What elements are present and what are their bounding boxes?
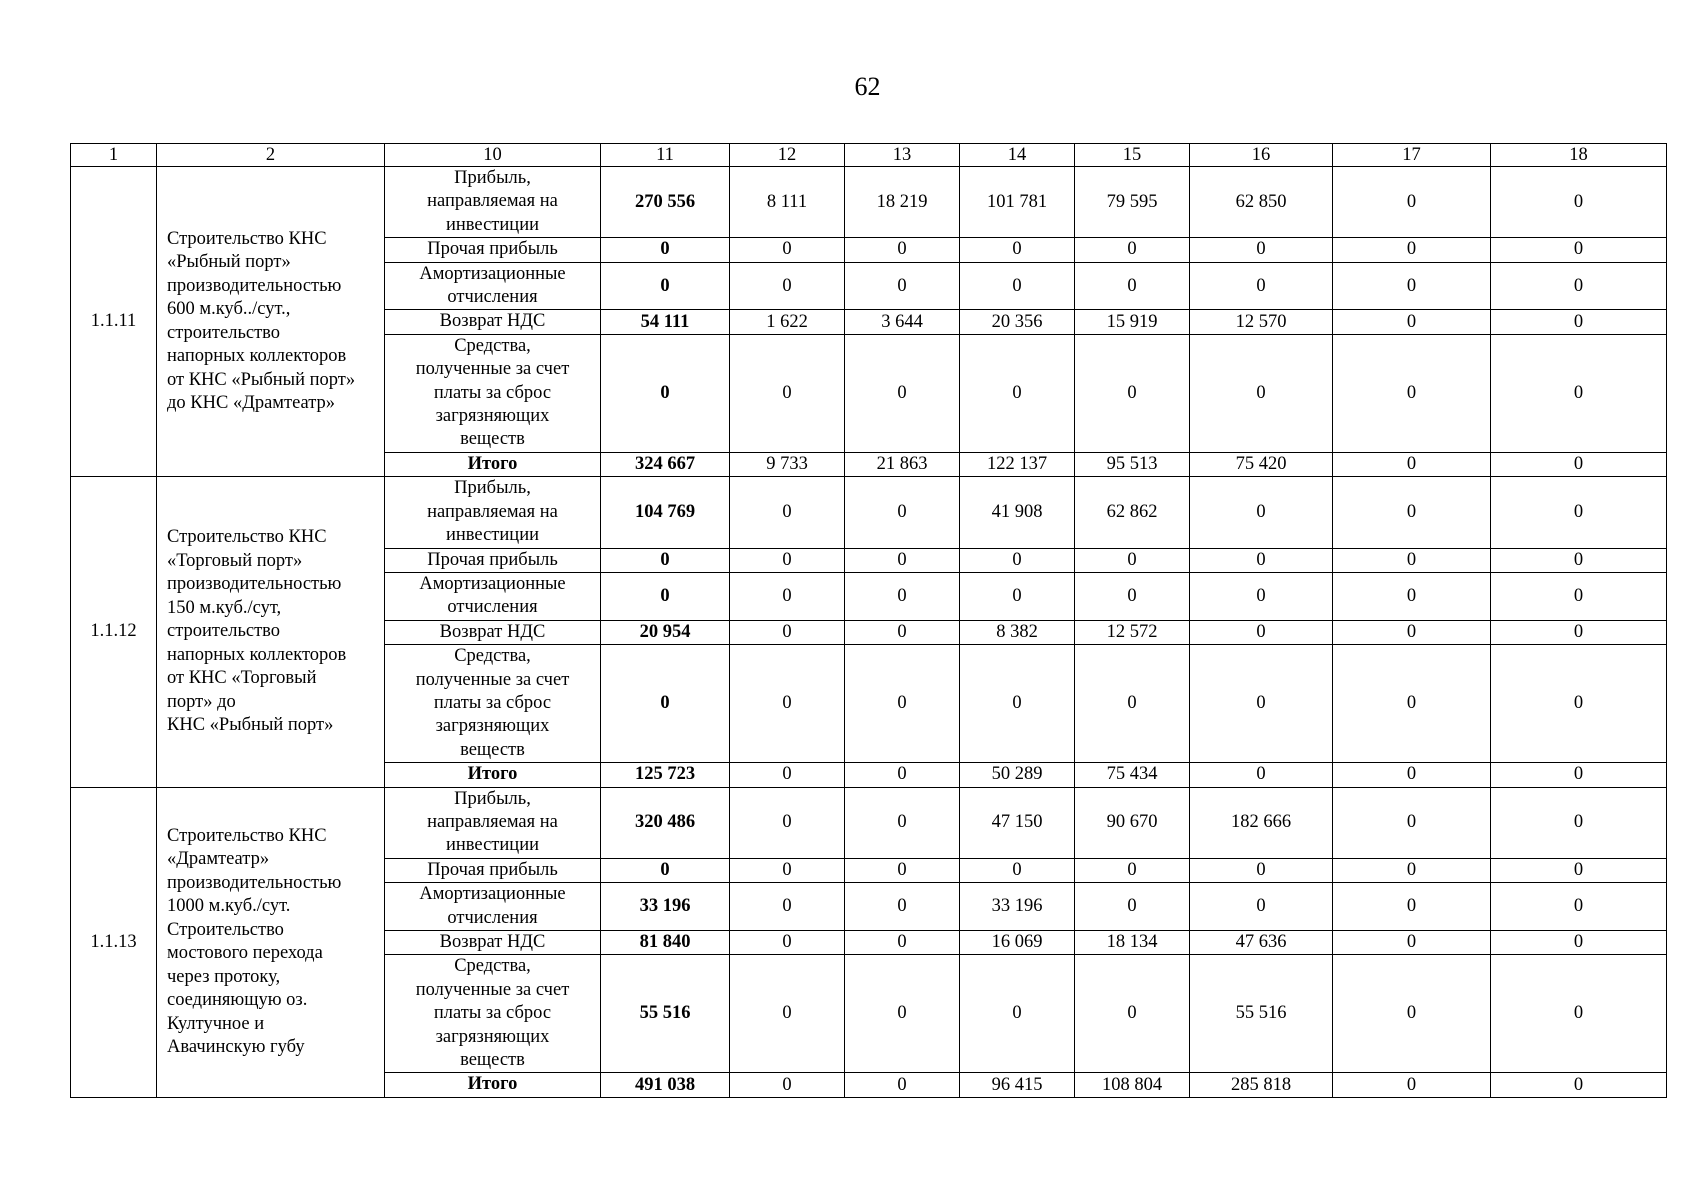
total-value-cell: 33 196	[601, 883, 730, 931]
value-cell: 18 134	[1075, 931, 1190, 955]
value-cell: 0	[960, 572, 1075, 620]
value-cell: 0	[1333, 262, 1491, 310]
value-cell: 0	[1333, 477, 1491, 548]
column-header: 18	[1491, 144, 1667, 167]
funding-source-line: Прочая прибыль	[427, 549, 558, 570]
project-code: 1.1.13	[71, 787, 157, 1097]
project-name-line: 1000 м.куб./сут.	[167, 896, 291, 917]
funding-source-line: платы за сброс	[433, 382, 552, 403]
project-name	[157, 167, 385, 477]
funding-source-line: Итого	[467, 453, 518, 474]
value-cell: 3 644	[845, 310, 960, 334]
value-cell: 0	[1333, 931, 1491, 955]
project-name-line: порт» до	[167, 691, 236, 712]
value-cell: 182 666	[1190, 787, 1333, 858]
funding-source-line: Амортизационные	[419, 263, 566, 284]
value-cell: 0	[1333, 955, 1491, 1073]
value-cell: 0	[1190, 858, 1333, 882]
value-cell: 0	[1190, 883, 1333, 931]
value-cell: 0	[845, 955, 960, 1073]
value-cell: 0	[1491, 310, 1667, 334]
funding-source-line: полученные за счет	[415, 979, 570, 1000]
project-name-line: соединяющую оз.	[167, 990, 308, 1011]
funding-source	[385, 620, 601, 644]
project-name-line: напорных коллекторов	[167, 346, 347, 367]
column-header: 15	[1075, 144, 1190, 167]
value-cell: 47 150	[960, 787, 1075, 858]
total-value-cell: 0	[601, 572, 730, 620]
project-name-line: КНС «Рыбный порт»	[167, 715, 334, 736]
value-cell: 0	[1075, 262, 1190, 310]
value-cell: 0	[1491, 955, 1667, 1073]
funding-source-line: инвестиции	[446, 525, 539, 546]
value-cell: 0	[730, 931, 845, 955]
value-cell: 0	[1075, 548, 1190, 572]
funding-source	[385, 572, 601, 620]
funding-source-line: отчисления	[447, 287, 538, 308]
funding-source-line: полученные за счет	[415, 669, 570, 690]
value-cell: 0	[845, 787, 960, 858]
funding-source-line: Возврат НДС	[439, 932, 546, 952]
value-cell: 0	[1333, 310, 1491, 334]
value-cell: 95 513	[1075, 452, 1190, 476]
value-cell: 75 434	[1075, 763, 1190, 787]
value-cell: 0	[1491, 334, 1667, 452]
value-cell: 0	[1190, 477, 1333, 548]
column-header: 1	[71, 144, 157, 167]
value-cell: 0	[845, 858, 960, 882]
funding-source-line: платы за сброс	[433, 1003, 552, 1024]
funding-source-line: Возврат НДС	[439, 621, 546, 642]
value-cell: 0	[1333, 883, 1491, 931]
table-row	[71, 167, 1667, 238]
funding-source-line: загрязняющих	[435, 406, 550, 427]
value-cell: 0	[1491, 452, 1667, 476]
value-cell: 0	[1075, 883, 1190, 931]
project-name-line: производительностью	[167, 275, 342, 296]
value-cell: 0	[1491, 238, 1667, 262]
total-value-cell: 81 840	[601, 931, 730, 955]
value-cell: 8 111	[730, 167, 845, 238]
value-cell: 9 733	[730, 452, 845, 476]
column-number-row	[71, 144, 1667, 167]
funding-source	[385, 645, 601, 763]
funding-source	[385, 310, 601, 334]
funding-source-line: направляемая на	[427, 501, 558, 522]
funding-source	[385, 883, 601, 931]
value-cell: 122 137	[960, 452, 1075, 476]
value-cell: 0	[845, 548, 960, 572]
value-cell: 12 570	[1190, 310, 1333, 334]
funding-source-line: загрязняющих	[435, 1026, 550, 1047]
value-cell: 285 818	[1190, 1073, 1333, 1097]
funding-source	[385, 477, 601, 548]
value-cell: 0	[1491, 787, 1667, 858]
project-name-line: строительство	[167, 322, 281, 343]
total-value-cell: 270 556	[601, 167, 730, 238]
total-label	[385, 452, 601, 476]
total-value-cell: 55 516	[601, 955, 730, 1073]
funding-source	[385, 787, 601, 858]
funding-source-line: Амортизационные	[419, 884, 566, 905]
funding-source-line: полученные за счет	[415, 359, 570, 380]
total-value-cell: 54 111	[601, 310, 730, 334]
table-row	[71, 787, 1667, 858]
project-name-line: Строительство	[167, 919, 284, 940]
project-name-line: 600 м.куб../сут.,	[167, 299, 291, 320]
funding-source	[385, 167, 601, 238]
value-cell: 79 595	[1075, 167, 1190, 238]
value-cell: 20 356	[960, 310, 1075, 334]
value-cell: 0	[1491, 645, 1667, 763]
value-cell: 0	[730, 334, 845, 452]
funding-source-line: Средства,	[454, 646, 531, 667]
value-cell: 8 382	[960, 620, 1075, 644]
funding-source-line: Итого	[467, 1074, 518, 1095]
funding-source-line: Средства,	[454, 335, 531, 356]
table-row	[71, 477, 1667, 548]
total-label	[385, 1073, 601, 1097]
value-cell: 0	[730, 238, 845, 262]
funding-source	[385, 262, 601, 310]
value-cell: 0	[1333, 858, 1491, 882]
value-cell: 0	[1190, 548, 1333, 572]
value-cell: 0	[730, 548, 845, 572]
value-cell: 55 516	[1190, 955, 1333, 1073]
value-cell: 0	[730, 1073, 845, 1097]
total-value-cell: 0	[601, 262, 730, 310]
funding-source-line: отчисления	[447, 597, 538, 618]
value-cell: 0	[730, 620, 845, 644]
value-cell: 75 420	[1190, 452, 1333, 476]
funding-source-line: Прочая прибыль	[427, 239, 558, 260]
funding-source-line: направляемая на	[427, 811, 558, 832]
value-cell: 0	[845, 262, 960, 310]
column-header: 10	[385, 144, 601, 167]
project-name-line: «Драмтеатр»	[167, 849, 270, 870]
value-cell: 16 069	[960, 931, 1075, 955]
value-cell: 0	[1333, 620, 1491, 644]
value-cell: 0	[730, 763, 845, 787]
value-cell: 0	[1491, 262, 1667, 310]
value-cell: 0	[845, 763, 960, 787]
value-cell: 0	[845, 620, 960, 644]
value-cell: 0	[730, 262, 845, 310]
value-cell: 0	[960, 334, 1075, 452]
column-header: 17	[1333, 144, 1491, 167]
project-name-line: до КНС «Драмтеатр»	[167, 393, 336, 414]
value-cell: 0	[1333, 572, 1491, 620]
value-cell: 33 196	[960, 883, 1075, 931]
page-number: 62	[854, 72, 881, 101]
value-cell: 21 863	[845, 452, 960, 476]
value-cell: 0	[1491, 620, 1667, 644]
funding-source-line: направляемая на	[427, 191, 558, 212]
column-header: 16	[1190, 144, 1333, 167]
value-cell: 0	[1190, 238, 1333, 262]
total-value-cell: 324 667	[601, 452, 730, 476]
funding-source	[385, 858, 601, 882]
value-cell: 0	[1333, 548, 1491, 572]
project-code: 1.1.11	[71, 167, 157, 477]
value-cell: 47 636	[1190, 931, 1333, 955]
value-cell: 0	[730, 477, 845, 548]
value-cell: 18 219	[845, 167, 960, 238]
project-name	[157, 477, 385, 787]
project-name-line: Строительство КНС	[167, 228, 327, 249]
value-cell: 0	[1333, 334, 1491, 452]
table-body	[71, 144, 1667, 1098]
funding-source-line: Прибыль,	[454, 168, 531, 188]
project-name-line: мостового перехода	[167, 943, 323, 964]
value-cell: 108 804	[1075, 1073, 1190, 1097]
value-cell: 0	[1491, 931, 1667, 955]
project-name-line: от КНС «Рыбный порт»	[167, 369, 356, 390]
column-header: 14	[960, 144, 1075, 167]
value-cell: 0	[1190, 645, 1333, 763]
total-value-cell: 320 486	[601, 787, 730, 858]
project-name-line: производительностью	[167, 574, 342, 595]
value-cell: 50 289	[960, 763, 1075, 787]
value-cell: 0	[1333, 1073, 1491, 1097]
project-name-line: Строительство КНС	[167, 825, 327, 846]
value-cell: 62 850	[1190, 167, 1333, 238]
total-value-cell: 20 954	[601, 620, 730, 644]
project-name-line: Строительство КНС	[167, 527, 327, 548]
value-cell: 0	[960, 645, 1075, 763]
value-cell: 0	[730, 955, 845, 1073]
funding-source-line: веществ	[460, 739, 525, 760]
funding-source	[385, 238, 601, 262]
total-value-cell: 0	[601, 645, 730, 763]
value-cell: 0	[960, 858, 1075, 882]
value-cell: 0	[1190, 620, 1333, 644]
funding-source-line: Амортизационные	[419, 573, 566, 594]
value-cell: 101 781	[960, 167, 1075, 238]
value-cell: 0	[1075, 858, 1190, 882]
value-cell: 0	[1333, 452, 1491, 476]
value-cell: 0	[730, 645, 845, 763]
funding-source-line: веществ	[460, 429, 525, 450]
value-cell: 41 908	[960, 477, 1075, 548]
funding-source-line: платы за сброс	[433, 692, 552, 713]
value-cell: 0	[960, 238, 1075, 262]
value-cell: 1 622	[730, 310, 845, 334]
project-name-line: «Рыбный порт»	[167, 252, 291, 273]
value-cell: 0	[1190, 262, 1333, 310]
value-cell: 0	[1333, 763, 1491, 787]
project-code: 1.1.12	[71, 477, 157, 787]
value-cell: 0	[1075, 572, 1190, 620]
funding-source-line: инвестиции	[446, 835, 539, 856]
funding-source	[385, 334, 601, 452]
value-cell: 0	[1491, 572, 1667, 620]
funding-source-line: загрязняющих	[435, 716, 550, 737]
funding-source-line: Прочая прибыль	[427, 859, 558, 880]
value-cell: 0	[1075, 334, 1190, 452]
value-cell: 62 862	[1075, 477, 1190, 548]
value-cell: 0	[1333, 238, 1491, 262]
value-cell: 96 415	[960, 1073, 1075, 1097]
value-cell: 0	[960, 955, 1075, 1073]
value-cell: 0	[960, 548, 1075, 572]
column-header: 12	[730, 144, 845, 167]
funding-source-line: Прибыль,	[454, 478, 531, 499]
value-cell: 0	[845, 883, 960, 931]
value-cell: 0	[845, 645, 960, 763]
total-label	[385, 763, 601, 787]
column-header: 13	[845, 144, 960, 167]
project-name-line: производительностью	[167, 872, 342, 893]
column-header: 2	[157, 144, 385, 167]
value-cell: 0	[730, 572, 845, 620]
investment-table	[70, 143, 1667, 1098]
value-cell: 0	[1333, 645, 1491, 763]
value-cell: 0	[845, 477, 960, 548]
value-cell: 0	[1075, 955, 1190, 1073]
value-cell: 0	[1491, 883, 1667, 931]
funding-source-line: отчисления	[447, 907, 538, 928]
funding-source-line: Прибыль,	[454, 788, 531, 809]
value-cell: 0	[845, 572, 960, 620]
project-name-line: строительство	[167, 621, 281, 642]
value-cell: 0	[1190, 763, 1333, 787]
project-name-line: Авачинскую губу	[167, 1037, 305, 1058]
funding-source-line: Средства,	[454, 956, 531, 977]
value-cell: 0	[960, 262, 1075, 310]
value-cell: 0	[1491, 1073, 1667, 1097]
value-cell: 15 919	[1075, 310, 1190, 334]
project-name-line: 150 м.куб./сут,	[167, 597, 282, 618]
value-cell: 0	[845, 334, 960, 452]
funding-source	[385, 548, 601, 572]
value-cell: 0	[730, 883, 845, 931]
value-cell: 0	[1491, 548, 1667, 572]
value-cell: 12 572	[1075, 620, 1190, 644]
total-value-cell: 491 038	[601, 1073, 730, 1097]
project-name	[157, 787, 385, 1097]
value-cell: 0	[1190, 334, 1333, 452]
value-cell: 0	[1333, 787, 1491, 858]
project-name-line: от КНС «Торговый	[167, 668, 317, 689]
value-cell: 0	[1491, 858, 1667, 882]
total-value-cell: 104 769	[601, 477, 730, 548]
funding-source-line: Итого	[467, 764, 518, 785]
value-cell: 0	[1491, 763, 1667, 787]
value-cell: 0	[1075, 238, 1190, 262]
value-cell: 0	[730, 858, 845, 882]
column-header: 11	[601, 144, 730, 167]
value-cell: 0	[845, 238, 960, 262]
project-name-line: Култучное и	[167, 1013, 265, 1034]
project-name-line: «Торговый порт»	[167, 550, 303, 571]
value-cell: 0	[1491, 477, 1667, 548]
value-cell: 0	[845, 1073, 960, 1097]
value-cell: 0	[730, 787, 845, 858]
value-cell: 0	[1333, 167, 1491, 238]
project-name-line: через протоку,	[167, 966, 281, 987]
funding-source-line: веществ	[460, 1050, 525, 1071]
total-value-cell: 0	[601, 238, 730, 262]
funding-source	[385, 955, 601, 1073]
value-cell: 0	[1075, 645, 1190, 763]
funding-source-line: инвестиции	[446, 214, 539, 235]
project-name-line: напорных коллекторов	[167, 644, 347, 665]
value-cell: 90 670	[1075, 787, 1190, 858]
funding-source	[385, 931, 601, 955]
total-value-cell: 0	[601, 548, 730, 572]
value-cell: 0	[1190, 572, 1333, 620]
value-cell: 0	[845, 931, 960, 955]
total-value-cell: 0	[601, 858, 730, 882]
funding-source-line: Возврат НДС	[439, 311, 546, 332]
total-value-cell: 0	[601, 334, 730, 452]
value-cell: 0	[1491, 167, 1667, 238]
total-value-cell: 125 723	[601, 763, 730, 787]
